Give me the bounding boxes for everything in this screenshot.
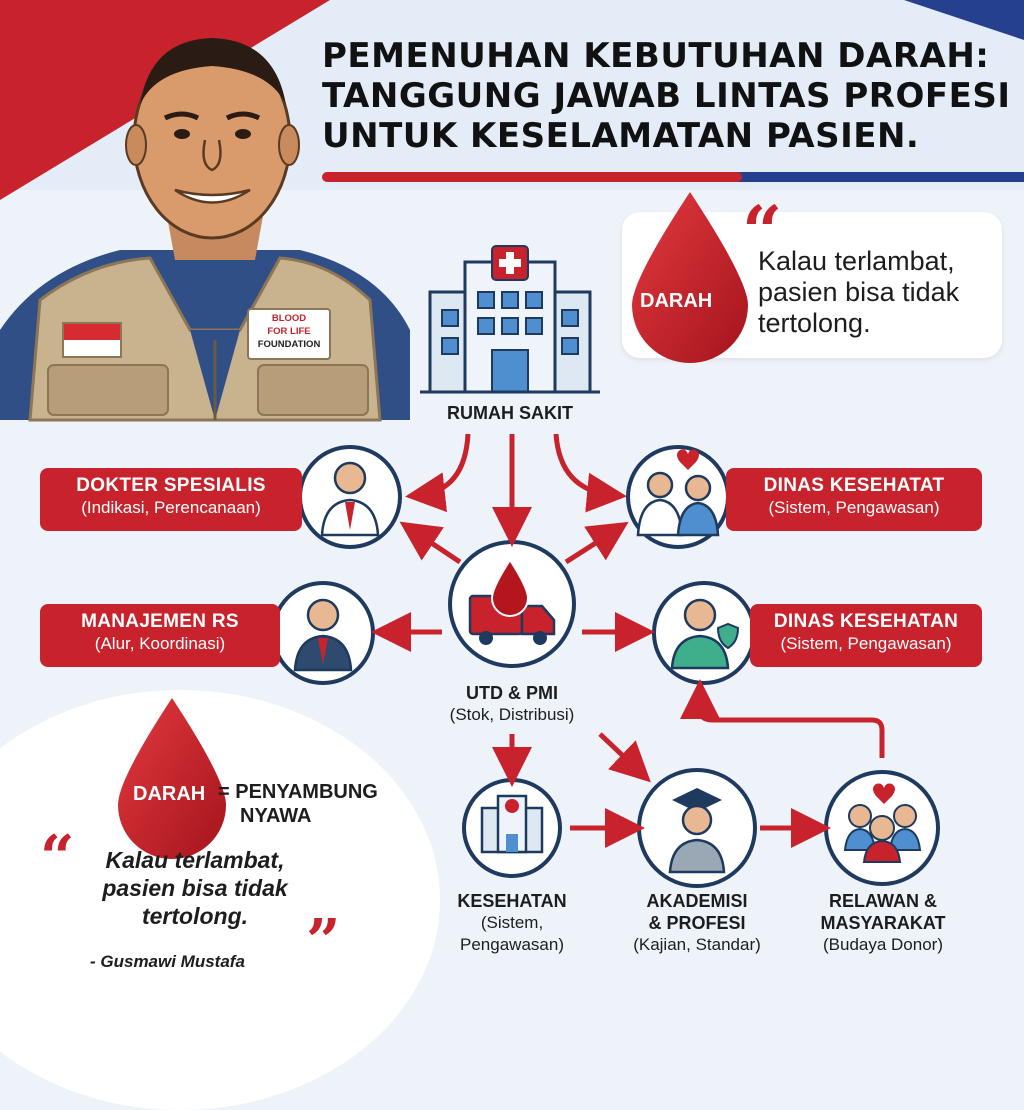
equation-line-1: = PENYAMBUNG <box>218 781 378 803</box>
center-subtitle: (Stok, Distribusi) <box>449 705 575 724</box>
blood-drop-icon <box>632 192 748 363</box>
bottom-close-quote-icon: ” <box>306 907 341 977</box>
hospital-title: RUMAH SAKIT <box>447 403 573 423</box>
title-line-2: TANGGUNG JAWAB LINTAS PROFESI <box>322 76 1011 116</box>
dinas-top-title: DINAS KESEHATAT <box>763 475 945 496</box>
akademisi-title-2: & PROFESI <box>648 913 746 933</box>
kesehatan-title: KESEHATAN <box>457 891 567 911</box>
pill-dinas-mid <box>750 604 982 667</box>
pill-dokter <box>40 468 302 531</box>
title-line-3: UNTUK KESELAMATAN PASIEN. <box>322 116 920 156</box>
akademisi-subtitle: (Kajian, Standar) <box>633 935 761 954</box>
pill-manajemen <box>40 604 280 667</box>
dinas-mid-subtitle: (Sistem, Pengawasan) <box>780 634 952 653</box>
title-line-1: PEMENUHAN KEBUTUHAN DARAH: <box>322 36 990 76</box>
quote-attribution: - Gusmawi Mustafa <box>90 952 245 971</box>
open-quote-icon: “ <box>742 190 783 273</box>
arrow-center-dinas <box>566 530 616 562</box>
badge-line-3: FOUNDATION <box>257 339 321 350</box>
relawan-label <box>790 890 976 956</box>
arrow-hospital-dokter <box>420 434 468 495</box>
darah-equation <box>218 780 378 828</box>
badge-line-1: BLOOD <box>271 313 307 324</box>
bottom-quote-text: Kalau terlambat, pasien bisa tidak tertolong. <box>102 847 288 929</box>
bottom-drop-label: DARAH <box>133 783 206 805</box>
dinas-top-subtitle: (Sistem, Pengawasan) <box>768 498 940 517</box>
center-label <box>402 682 622 726</box>
dokter-subtitle: (Indikasi, Perencanaan) <box>81 498 261 517</box>
pill-dinas-top <box>726 468 982 531</box>
blood-drop-icon <box>118 698 226 859</box>
top-quote-text: Kalau terlambat, pasien bisa tidak tertolong. <box>758 246 960 338</box>
akademisi-title-1: AKADEMISI <box>646 891 748 911</box>
manajemen-subtitle: (Alur, Koordinasi) <box>94 634 226 653</box>
relawan-title-1: RELAWAN & <box>829 891 937 911</box>
top-drop-label: DARAH <box>640 290 713 312</box>
kesehatan-label <box>420 890 604 956</box>
arrow-center-akademisi <box>600 734 640 772</box>
hospital-icon <box>420 246 600 392</box>
kesehatan-subtitle-1: (Sistem, <box>480 913 544 932</box>
manajemen-title: MANAJEMEN RS <box>81 611 239 632</box>
center-title: UTD & PMI <box>466 683 558 703</box>
arrow-relawan-dinas <box>700 694 882 758</box>
bottom-open-quote-icon: “ <box>40 823 75 893</box>
relawan-title-2: MASYARAKAT <box>820 913 946 933</box>
hospital-label <box>410 402 610 424</box>
arrow-center-dokter <box>412 530 460 562</box>
akademisi-label <box>600 890 794 956</box>
equation-line-2: NYAWA <box>240 805 312 827</box>
badge-line-2: FOR LIFE <box>267 326 311 337</box>
dinas-mid-title: DINAS KESEHATAN <box>773 611 959 632</box>
relawan-subtitle: (Budaya Donor) <box>822 935 943 954</box>
kesehatan-subtitle-2: Pengawasan) <box>460 935 564 954</box>
arrow-hospital-dinas <box>556 434 612 495</box>
dokter-title: DOKTER SPESIALIS <box>76 475 266 496</box>
